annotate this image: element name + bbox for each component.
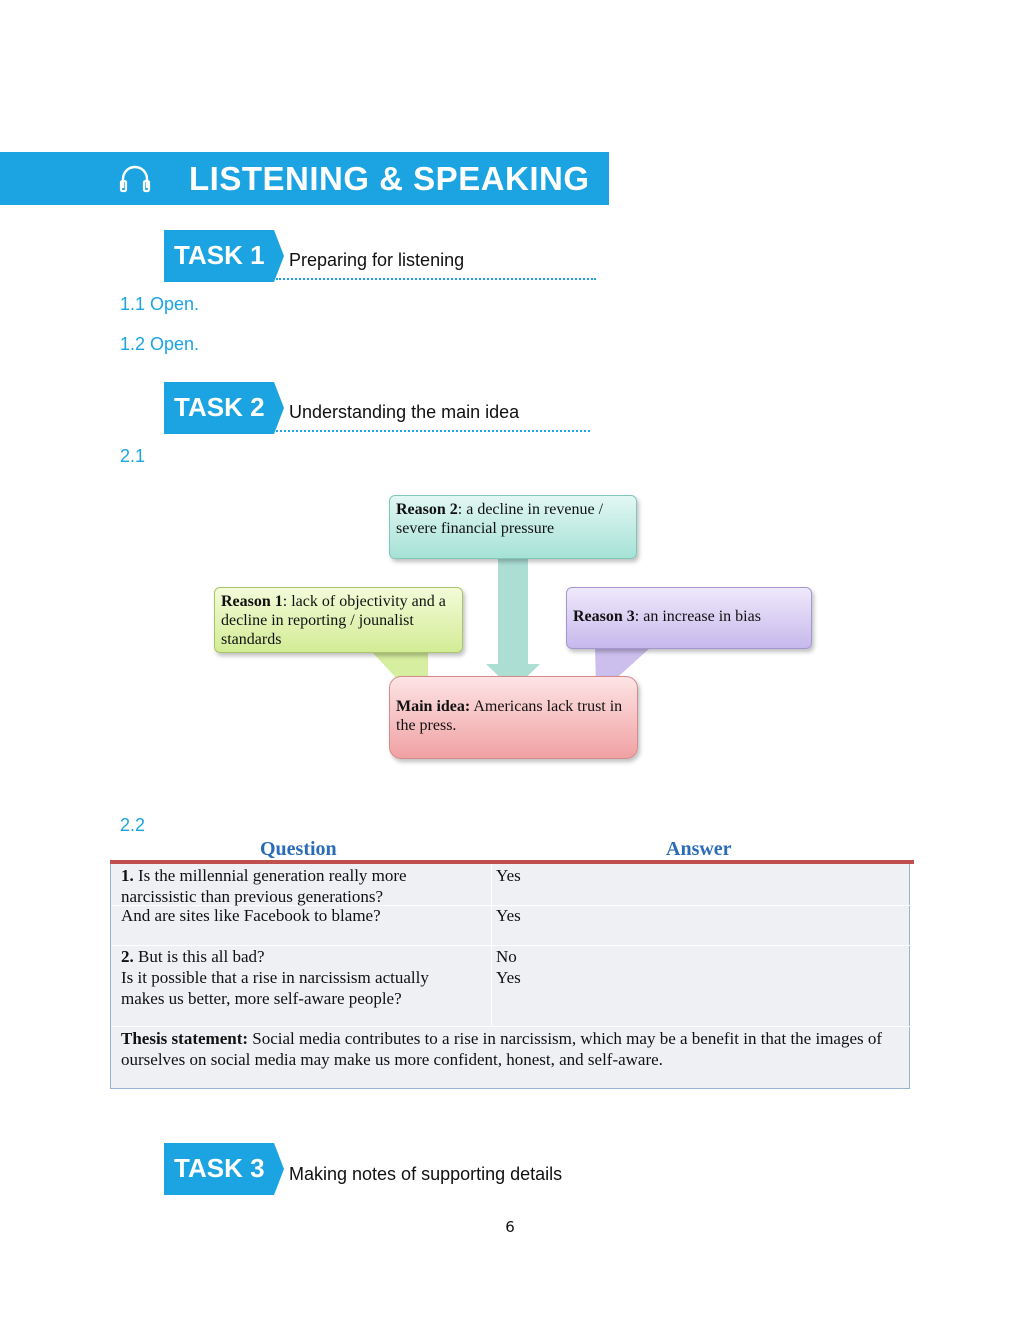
task-1-tag	[164, 230, 284, 282]
table-header-question: Question	[260, 838, 337, 860]
thesis-statement	[121, 1029, 901, 1070]
task-3-label: TASK 3	[174, 1153, 265, 1183]
headphones-icon	[118, 163, 152, 195]
task-2-rule	[276, 430, 590, 432]
task-2-tag	[164, 382, 284, 434]
reason-3-label: Reason 3	[573, 608, 635, 625]
section-2-2-label: 2.2	[120, 815, 146, 835]
task-1-subtitle: Preparing for listening	[289, 250, 465, 270]
reason-1-box	[214, 587, 463, 653]
table-row-2-answer-1: No	[496, 947, 517, 966]
main-idea-text: Americans lack trust in the press.	[396, 698, 623, 734]
page-number: 6	[505, 1218, 515, 1236]
table-row-2-question-2: Is it possible that a rise in narcissism actually makes us better, more self-aware people?	[121, 968, 429, 1008]
task-2-label: TASK 2	[174, 392, 265, 422]
main-idea-label: Main idea:	[396, 698, 471, 715]
reason-2-box	[389, 495, 637, 559]
table-row-1-answer-1: Yes	[496, 866, 521, 885]
main-idea-box	[389, 676, 638, 759]
reason-1-label: Reason 1	[221, 593, 283, 610]
task-1-rule	[276, 278, 596, 280]
reason-3-text: : an increase in bias	[634, 608, 761, 625]
reason-3-box	[566, 587, 812, 649]
section-2-1-label: 2.1	[120, 446, 146, 466]
reason-2-label: Reason 2	[396, 501, 458, 518]
task-3-subtitle: Making notes of supporting details	[289, 1164, 563, 1184]
section-title: LISTENING & SPEAKING	[189, 160, 590, 197]
row-1-question-text: Is the millennial generation really more narcissistic than previous generations?	[121, 866, 407, 906]
table-row-1-answer-2: Yes	[496, 906, 521, 925]
table-row-2-question-1	[121, 947, 471, 968]
task-3-tag	[164, 1143, 284, 1195]
answer-1-1: 1.1 Open.	[120, 294, 200, 314]
task-1-label: TASK 1	[174, 240, 265, 270]
answer-1-2: 1.2 Open.	[120, 334, 200, 354]
table-row-2-answer-2: Yes	[496, 968, 521, 987]
reason-2-text: : a decline in revenue / severe financial pressure	[396, 501, 604, 537]
thesis-text: Social media contributes to a rise in narcissism, which may be a benefit in that the images of ourselves on social media may make us more confident, honest, and self-aware.	[121, 1029, 883, 1069]
table-row-1-question-2: And are sites like Facebook to blame?	[121, 906, 381, 925]
row-1-number: 1.	[121, 866, 134, 885]
row-divider	[112, 1026, 910, 1027]
row-2-number: 2.	[121, 947, 134, 966]
task-2-subtitle: Understanding the main idea	[289, 402, 520, 422]
table-header-answer: Answer	[666, 838, 732, 860]
reason-2-arrow	[486, 559, 540, 690]
qa-table	[110, 864, 910, 1089]
reason-1-text: : lack of objectivity and a decline in reporting / jounalist standards	[221, 593, 446, 648]
thesis-label: Thesis statement:	[121, 1029, 249, 1048]
table-row-1-question-1	[121, 866, 461, 907]
row-2-question-text: But is this all bad?	[133, 947, 265, 966]
row-divider	[112, 945, 910, 946]
